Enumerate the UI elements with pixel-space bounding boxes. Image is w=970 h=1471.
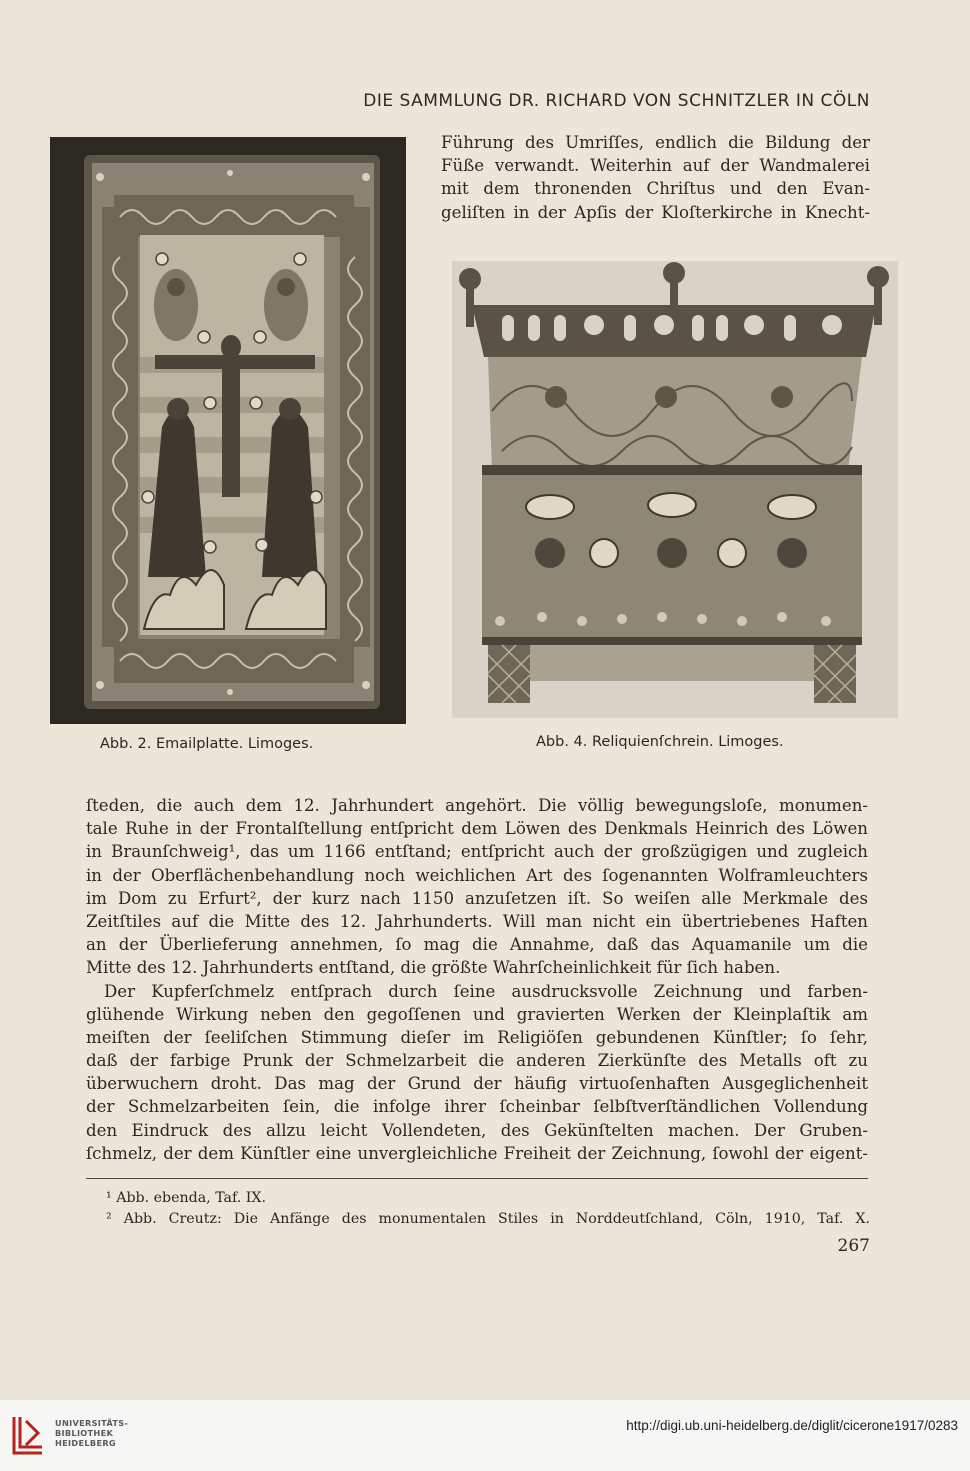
library-name	[55, 1418, 128, 1448]
text-line: meiſten der ſeeliſchen Stimmung dieſer im Religiöſen gebundenen Künſtler; ſo ſehr,	[86, 1027, 868, 1047]
text-line: Zeitſtiles auf die Mitte des 12. Jahrhunderts. Will man nicht ein übertriebenes Haften	[86, 911, 868, 931]
library-name-line: BIBLIOTHEK	[55, 1428, 114, 1438]
text-line: geliſten in der Apſis der Kloſterkirche in Knecht-	[441, 202, 870, 222]
figure-reliquary-shrine	[452, 261, 898, 718]
figure-enamel-plate	[50, 137, 406, 724]
figure-4-caption: Abb. 4. Reliquienſchrein. Limoges.	[536, 734, 784, 750]
enamel-plate-photo	[50, 137, 406, 724]
library-name-line: UNIVERSITÄTS-	[55, 1418, 129, 1428]
text-line: überwuchern droht. Das mag der Grund der häufig virtuoſenhaften Ausgeglichenheit	[86, 1074, 868, 1094]
intro-text-block	[441, 131, 870, 224]
text-line: in Braunſchweig¹, das um 1166 entſtand; entſpricht auch der großzügigen und zugleich	[86, 842, 868, 862]
footnote-2: ² Abb. Creutz: Die Anfänge des monumentalen Stiles in Norddeutſchland, Cöln, 1910, Taf. X.	[106, 1211, 870, 1227]
text-line: in der Oberflächenbehandlung noch weichlichen Art des ſogenannten Wolframleuchters	[86, 865, 868, 885]
page-number: 267	[837, 1236, 870, 1256]
text-line: daß der farbige Prunk der Schmelzarbeit die anderen Zierkünſte des Metalls oft zu	[86, 1051, 868, 1071]
text-line: der Schmelzarbeiten ſein, die infolge ihrer ſcheinbar ſelbſtverſtändlichen Vollendung	[86, 1097, 868, 1117]
permalink-url[interactable]: http://digi.ub.uni-heidelberg.de/diglit/cicerone1917/0283	[626, 1418, 958, 1433]
text-line: an der Überlieferung annehmen, ſo mag die Annahme, daß das Aquamanile um die	[86, 935, 868, 955]
main-text-block	[86, 794, 868, 1165]
text-line: Führung des Umriſſes, endlich die Bildung der	[441, 133, 870, 152]
library-name-line: HEIDELBERG	[55, 1438, 116, 1448]
text-line: im Dom zu Erfurt², der kurz nach 1150 anzuſetzen iſt. So weiſen alle Merkmale des	[86, 888, 868, 908]
text-line: tale Ruhe in der Frontalſtellung entſpricht dem Löwen des Denkmals Heinrich des Löwen	[86, 819, 868, 839]
footnote-1: ¹ Abb. ebenda, Taf. IX.	[106, 1190, 266, 1206]
footnote-divider	[86, 1178, 868, 1179]
digitization-footer	[0, 1400, 970, 1471]
text-line: ſteden, die auch dem 12. Jahrhundert angehört. Die völlig bewegungsloſe, monumen-	[86, 796, 868, 815]
text-line: mit dem thronenden Chriſtus und den Evan-	[441, 179, 870, 199]
text-line: Der Kupferſchmelz entſprach durch ſeine ausdrucksvolle Zeichnung und farben-	[104, 981, 868, 1001]
text-line: Füße verwandt. Weiterhin auf der Wandmalerei	[441, 156, 870, 176]
footnotes	[106, 1188, 870, 1230]
reliquary-shrine-photo	[452, 261, 898, 718]
figure-2-caption: Abb. 2. Emailplatte. Limoges.	[100, 736, 314, 752]
running-title: DIE SAMMLUNG DR. RICHARD VON SCHNITZLER IN CÖLN	[363, 91, 870, 111]
text-line: Mitte des 12. Jahrhunderts entſtand, die größte Wahrſcheinlichkeit für ſich haben.	[86, 958, 781, 978]
text-line: glühende Wirkung neben den gegoſſenen und gravierten Werken der Kleinplaſtik am	[86, 1004, 868, 1024]
library-logo-icon	[10, 1413, 46, 1457]
text-line: den Eindruck des allzu leicht Vollendeten, des Gekünſtelten machen. Der Gruben-	[86, 1120, 868, 1140]
text-line: ſchmelz, der dem Künſtler eine unvergleichliche Freiheit der Zeichnung, ſowohl der eigent-	[86, 1143, 868, 1163]
